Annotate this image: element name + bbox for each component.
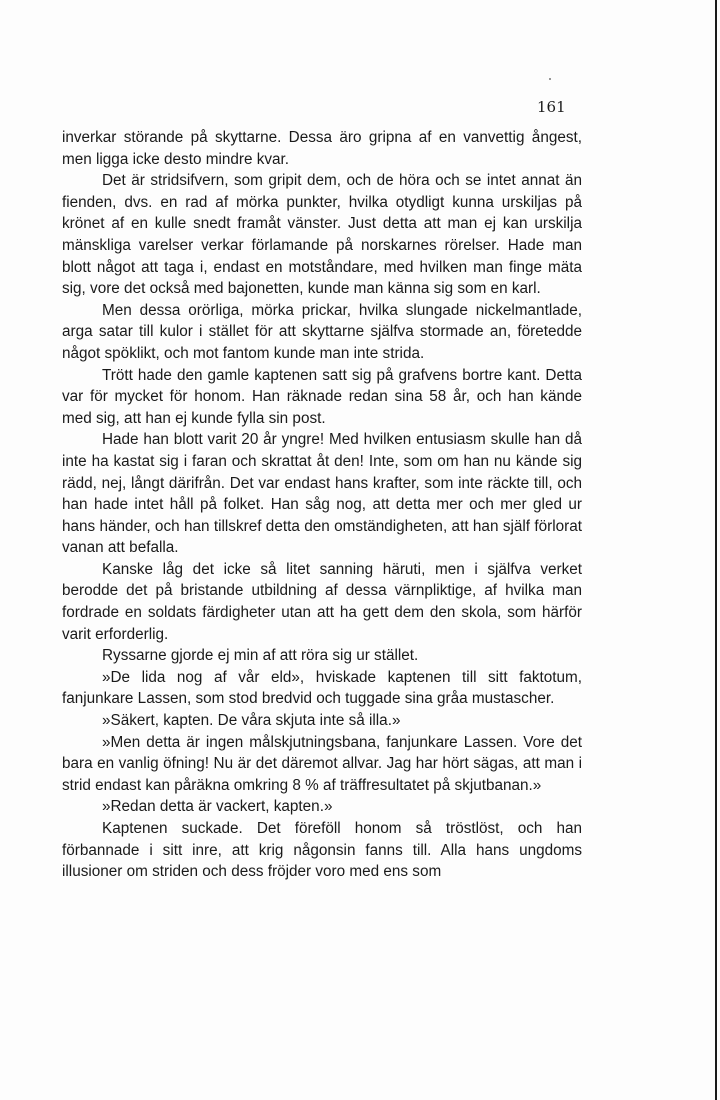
- paragraph: Ryssarne gjorde ej min af att röra sig ur stället.: [102, 647, 419, 665]
- paragraph-continued: inverkar störande på skyttarne. Dessa äro gripna af en vanvettig ångest, men ligga icke desto mindre kvar.: [62, 129, 582, 168]
- paragraph: Trött hade den gamle kaptenen satt sig på grafvens bortre kant. Detta var för mycket för honom. Han räknade redan sina 58 år, och han kände med sig, att han ej kunde fylla sin post.: [62, 366, 582, 427]
- paragraph: Men dessa orörliga, mörka prickar, hvilka slungade nickelmantlade, arga satar till kulor i stället för att skyttarne själfva stormade an, företedde något spöklikt, och mot fantom kunde man inte strida.: [62, 301, 582, 362]
- paragraph: Kaptenen suckade. Det föreföll honom så tröstlöst, och han förbannade i sitt inre, att krig någonsin fanns till. Alla hans ungdoms illusioner om striden och dess fröjder voro med ens som: [62, 820, 582, 881]
- page-number: 161: [537, 98, 566, 116]
- paragraph: Kanske låg det icke så litet sanning häruti, men i själfva verket berodde det på bristande utbildning af dessa värnpliktige, af hvilka man fordrade en soldats färdigheter utan att ha gett dem den skola, som härför varit erforderlig.: [62, 560, 582, 643]
- dialogue-paragraph: »De lida nog af vår eld», hviskade kaptenen till sitt faktotum, fanjunkare Lassen, som stod bredvid och tuggade sina gråa mustascher.: [62, 668, 582, 708]
- paper-speck: [549, 78, 551, 80]
- paragraph: Det är stridsifvern, som gripit dem, och de höra och se intet annat än fienden, dvs. en rad af mörka punkter, hvilka otydligt kunna urskiljas på krönet af en kulle snedt framåt vänster. Just detta att man ej kan urskilja mänskliga varelser verkar förlamande på norskarnes rörelser. Hade man blott något att taga i, endast en motståndare, med hvilken man finge mäta sig, vore det också med bajonetten, kunde man känna sig som en karl.: [62, 172, 582, 298]
- dialogue-paragraph: »Säkert, kapten. De våra skjuta inte så illa.»: [102, 712, 401, 730]
- dialogue-paragraph: »Men detta är ingen målskjutningsbana, fanjunkare Lassen. Vore det bara en vanlig öfning! Nu är det däremot allvar. Jag har hört sägas, att man i strid endast kan påräkna omkring 8 % af träffresultatet på skjutbanan.»: [62, 733, 582, 794]
- body-text: [62, 127, 582, 883]
- dialogue-paragraph: »Redan detta är vackert, kapten.»: [102, 798, 333, 816]
- paragraph: Hade han blott varit 20 år yngre! Med hvilken entusiasm skulle han då inte ha kastat sig i faran och skrattat åt den! Inte, som om han nu kände sig rädd, nej, långt därifrån. Det var endast hans krafter, som inte räckte till, och han hade intet håll på folket. Han såg nog, att detta mer och mer gled ur hans händer, och han tillskref detta den omständigheten, att han själf förlorat vanan att befalla.: [62, 431, 582, 557]
- scan-edge-line: [715, 0, 717, 1100]
